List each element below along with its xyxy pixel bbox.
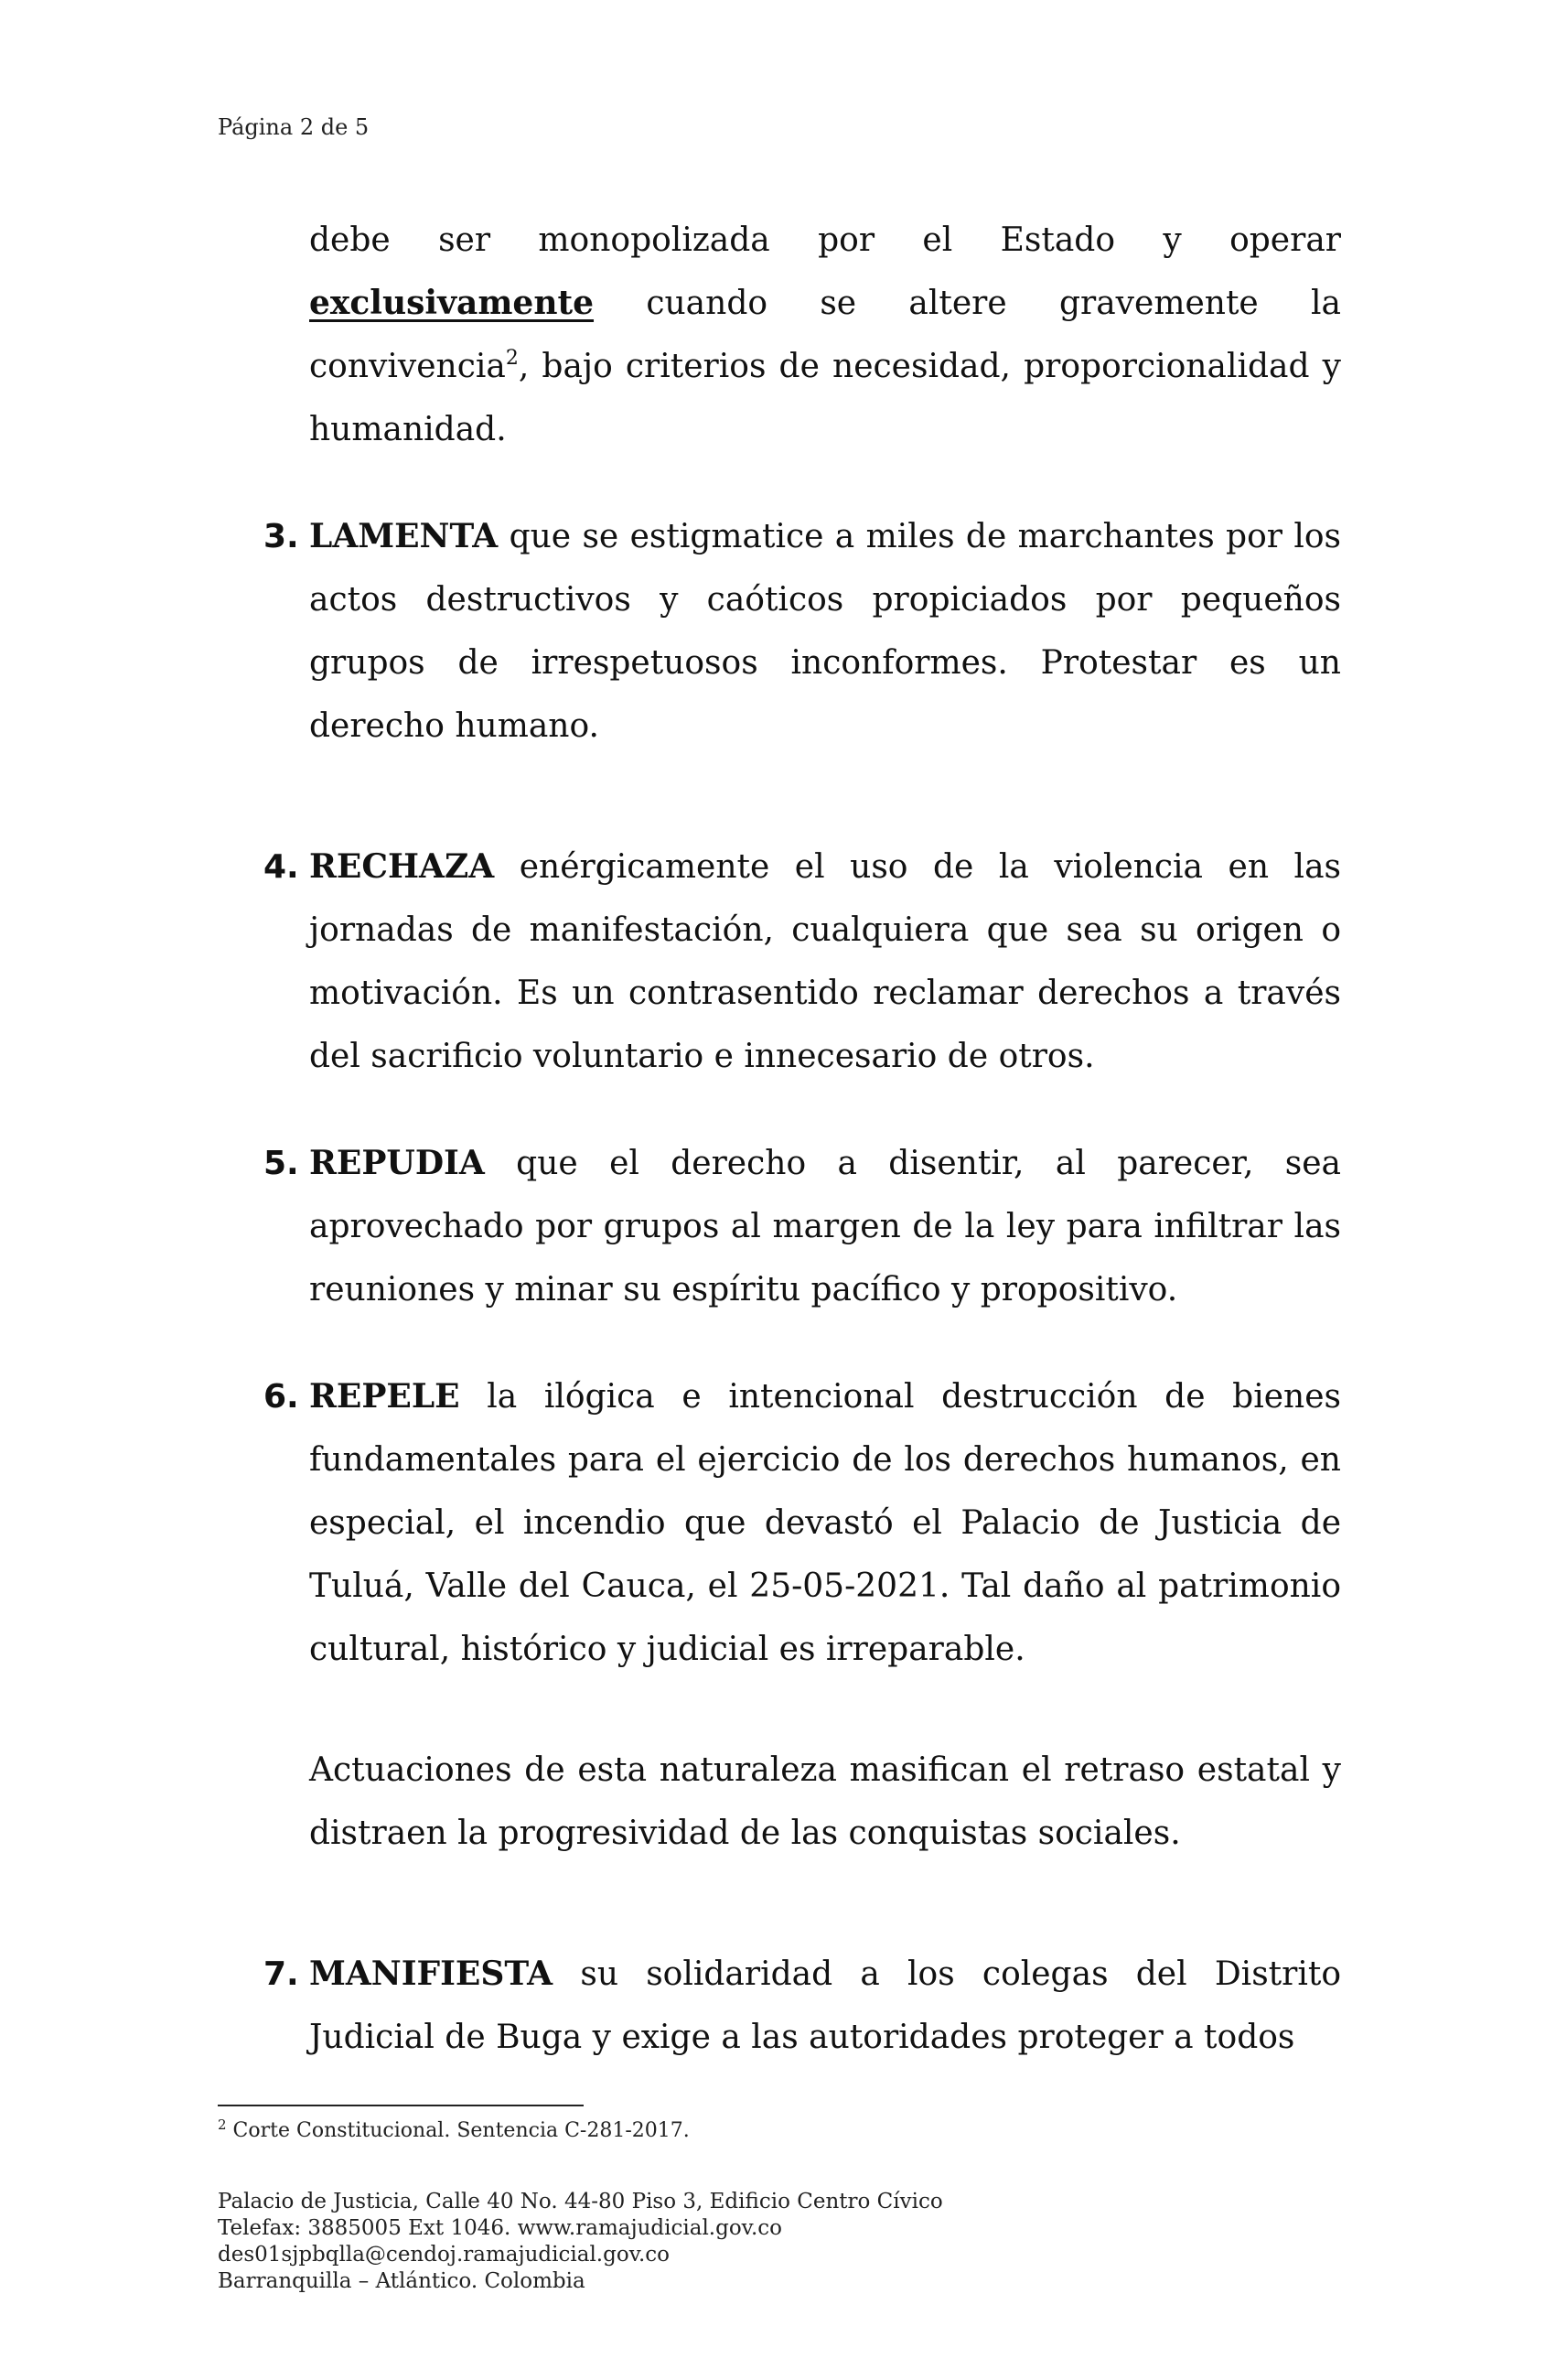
footer-line-phone: Telefax: 3885005 Ext 1046. www.ramajudicial.gov.co xyxy=(218,2216,782,2240)
continuation-text-2: cuando se altere gravemente la convivencia xyxy=(309,285,1341,385)
footnote-separator xyxy=(218,2105,584,2106)
continuation-text-1: debe ser monopolizada por el Estado y operar xyxy=(309,221,1341,259)
continuation-paragraph xyxy=(309,209,1341,461)
item-number: 6. xyxy=(263,1378,299,1416)
item-keyword: RECHAZA xyxy=(309,847,495,886)
item-number: 4. xyxy=(263,848,299,886)
item-keyword: REPELE xyxy=(309,1377,460,1416)
item-text: que el derecho a disentir, al parecer, sea aprovechado por grupos al margen de la ley para infiltrar las reuniones y minar su espíritu pacífico y propositivo. xyxy=(309,1145,1341,1308)
footnote xyxy=(218,2116,690,2142)
item-keyword: MANIFIESTA xyxy=(309,1955,553,1993)
item-text: enérgicamente el uso de la violencia en las jornadas de manifestación, cualquiera que sea su origen o motivación. Es un contrasentido reclamar derechos a través del sacrificio voluntario e innecesario de otros. xyxy=(309,848,1341,1075)
footer-line-city: Barranquilla – Atlántico. Colombia xyxy=(218,2269,585,2293)
list-item-4 xyxy=(263,835,1341,1088)
continuation-text-3: , bajo criterios de necesidad, proporcionalidad y humanidad. xyxy=(309,348,1341,448)
item-number: 7. xyxy=(263,1955,299,1993)
item-keyword: LAMENTA xyxy=(309,517,499,555)
list-item-6 xyxy=(263,1365,1341,1865)
item-extra-paragraph: Actuaciones de esta naturaleza masifican el retraso estatal y distraen la progresividad de las conquistas sociales. xyxy=(309,1751,1341,1852)
item-keyword: REPUDIA xyxy=(309,1144,485,1182)
footnote-text: Corte Constitucional. Sentencia C-281-2017. xyxy=(232,2119,690,2142)
footer-address xyxy=(218,2189,943,2295)
emphasis-exclusivamente: exclusivamente xyxy=(309,284,595,322)
footnote-number: 2 xyxy=(218,2116,227,2133)
list-item-5 xyxy=(263,1132,1341,1321)
document-body xyxy=(263,209,1341,2069)
item-text: su solidaridad a los colegas del Distrito Judicial de Buga y exige a las autoridades proteger a todos xyxy=(309,1955,1341,2056)
footnote-reference: 2 xyxy=(505,347,519,370)
footer-line-address: Palacio de Justicia, Calle 40 No. 44-80 Piso 3, Edificio Centro Cívico xyxy=(218,2190,943,2213)
page-number-header: Página 2 de 5 xyxy=(218,114,370,140)
item-number: 3. xyxy=(263,518,299,555)
item-number: 5. xyxy=(263,1145,299,1182)
footer-line-email: des01sjpbqlla@cendoj.ramajudicial.gov.co xyxy=(218,2243,670,2267)
item-text: que se estigmatice a miles de marchantes por los actos destructivos y caóticos propiciados por pequeños grupos de irrespetuosos inconformes. Protestar es un derecho humano. xyxy=(309,518,1341,745)
list-item-7 xyxy=(263,1943,1341,2069)
item-text: la ilógica e intencional destrucción de bienes fundamentales para el ejercicio de los derechos humanos, en especial, el incendio que devastó el Palacio de Justicia de Tuluá, Valle del Cauca, el 25-05-2021. Tal daño al patrimonio cultural, histórico y judicial es irreparable. xyxy=(309,1378,1341,1668)
list-item-3 xyxy=(263,505,1341,758)
